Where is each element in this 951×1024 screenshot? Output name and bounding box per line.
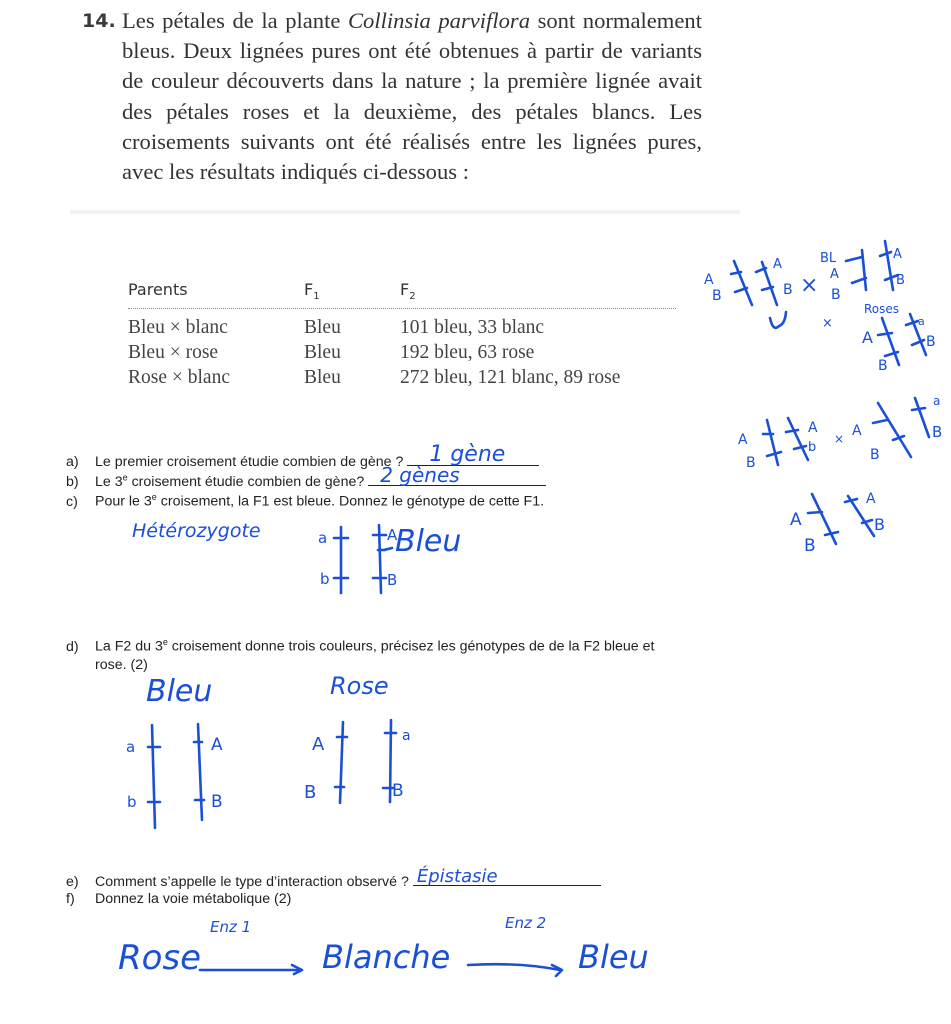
- svg-text:×: ×: [834, 432, 845, 446]
- svg-text:B: B: [392, 781, 404, 801]
- header-f2: $F_2$: [400, 280, 416, 303]
- svg-text:Roses: Roses: [864, 302, 900, 316]
- svg-text:A: A: [387, 526, 398, 544]
- svg-text:A: A: [862, 328, 873, 347]
- svg-text:a: a: [126, 738, 136, 756]
- svg-text:B: B: [804, 536, 816, 556]
- svg-text:B: B: [870, 447, 880, 463]
- pathway-enzyme-2: Enz 2: [505, 914, 547, 932]
- question-b: b) Le 3e croisement étudie combien de gène? 2 gènes: [66, 471, 546, 490]
- header-parents: Parents: [128, 280, 188, 299]
- answer-d-rose-title: Rose: [330, 672, 389, 700]
- table-row: Bleu × blanc Bleu 101 bleu, 33 blanc: [128, 317, 545, 338]
- svg-text:A: A: [211, 735, 223, 755]
- svg-text:A: A: [773, 257, 782, 272]
- svg-text:a: a: [933, 394, 941, 408]
- svg-text:BL: BL: [820, 251, 837, 266]
- pathway-arrow-2: [468, 964, 562, 976]
- svg-text:×: ×: [822, 316, 833, 331]
- pathway-step-blanche: Blanche: [322, 938, 451, 976]
- svg-text:B: B: [783, 282, 793, 298]
- svg-text:A: A: [808, 420, 818, 436]
- question-c: c) Pour le 3e croisement, la F1 est bleue. Donnez le génotype de cette F1.: [66, 492, 545, 510]
- svg-text:B: B: [831, 287, 841, 303]
- answer-a-handwritten: 1 gène: [429, 442, 506, 467]
- svg-text:B: B: [926, 334, 936, 350]
- pathway-enzyme-1: Enz 1: [210, 918, 252, 936]
- svg-text:b: b: [320, 570, 330, 588]
- margin-notes-f1-genotype: [790, 491, 885, 556]
- svg-text:A: A: [893, 247, 902, 262]
- pathway-arrow-1: [200, 965, 302, 974]
- svg-text:B: B: [746, 455, 756, 471]
- svg-text:×: ×: [800, 273, 819, 298]
- svg-text:A: A: [866, 491, 876, 507]
- answer-d-blue-title: Bleu: [146, 674, 213, 709]
- svg-text:B: B: [878, 358, 888, 374]
- svg-text:B: B: [896, 273, 905, 288]
- species-name: Collinsia parviflora: [347, 8, 531, 33]
- pathway-step-bleu: Bleu: [578, 938, 649, 976]
- f1-chromosome-diagram: [318, 525, 398, 593]
- svg-text:a: a: [318, 529, 328, 547]
- svg-text:a: a: [918, 315, 925, 328]
- answer-c-phenotype: Bleu: [395, 524, 462, 559]
- svg-text:b: b: [127, 793, 137, 811]
- pathway-step-rose: Rose: [118, 938, 202, 978]
- svg-text:B: B: [712, 288, 722, 304]
- margin-notes-f1-diagram: [738, 394, 942, 471]
- svg-text:B: B: [874, 515, 885, 534]
- header-f1: $F_1$: [304, 280, 320, 303]
- svg-text:B: B: [211, 792, 223, 812]
- answer-e-handwritten: Épistasie: [416, 866, 498, 887]
- question-f: f) Donnez la voie métabolique (2): [66, 891, 292, 907]
- f2-blue-chromosome-diagram: [126, 724, 223, 828]
- table-row: Rose × blanc Bleu 272 bleu, 121 blanc, 89 rose: [128, 367, 621, 388]
- answer-b-handwritten: 2 gènes: [380, 463, 460, 487]
- svg-text:A: A: [738, 432, 748, 448]
- svg-text:B: B: [304, 782, 317, 803]
- question-d-line2: rose. (2): [95, 657, 148, 673]
- exercise-number: 14.: [82, 10, 116, 32]
- svg-text:B: B: [932, 423, 943, 441]
- margin-notes-cross-diagram: [704, 241, 936, 374]
- exercise-statement: Les pétales de la plante Collinsia parviflora sont normalement bleus. Deux lignées pures ont été obtenues à partir de variants de couleur découverts dans la nature ; la première lignée avait des pétales roses et la deuxième, des pétales blancs. Les croisements suivants ont été réalisés entre les lignées pures, avec les résultats indiqués ci-dessous :: [122, 8, 702, 185]
- answer-c-handwritten: Hétérozygote: [132, 520, 261, 542]
- svg-text:A: A: [830, 267, 839, 282]
- svg-text:A: A: [790, 510, 802, 530]
- arrow-icon: [384, 548, 392, 550]
- svg-text:A: A: [704, 272, 714, 288]
- question-e: e) Comment s’appelle le type d’interaction observé ? Épistasie: [66, 871, 601, 890]
- svg-text:A: A: [852, 423, 862, 439]
- f2-rose-chromosome-diagram: [304, 720, 411, 803]
- svg-text:b: b: [808, 440, 817, 455]
- svg-text:a: a: [402, 728, 411, 744]
- svg-text:A: A: [312, 734, 325, 755]
- table-row: Bleu × rose Bleu 192 bleu, 63 rose: [128, 342, 535, 363]
- question-a: a) Le premier croisement étudie combien de gène ? 1 gène: [66, 451, 539, 470]
- question-d: d) La F2 du 3e croisement donne trois couleurs, précisez les génotypes de de la F2 bleue et: [66, 637, 655, 655]
- svg-text:B: B: [387, 571, 398, 589]
